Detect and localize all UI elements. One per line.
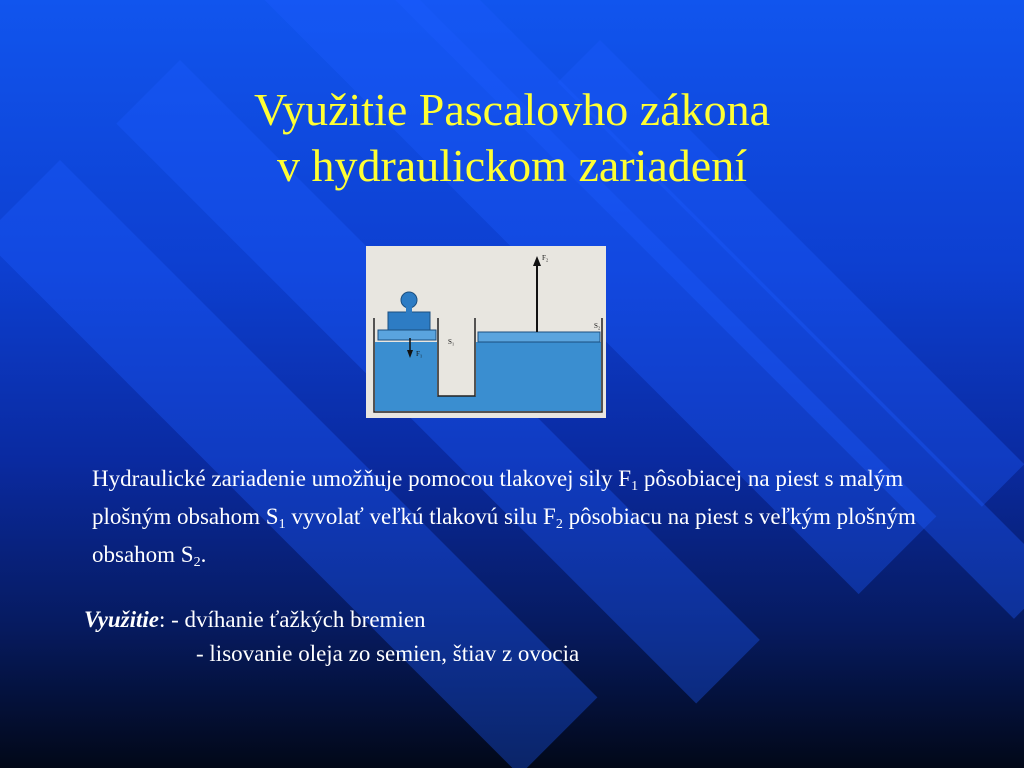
usage-colon: : bbox=[158, 607, 166, 632]
large-piston bbox=[478, 332, 600, 342]
area-label-s1: S₁ bbox=[448, 338, 455, 346]
force-label-f2: F₂ bbox=[542, 254, 549, 262]
paragraph-text: pôsobiacej na piest s malým plošným obsahom S bbox=[92, 466, 904, 529]
hydraulic-press-drawing bbox=[366, 246, 606, 418]
liquid-connector bbox=[437, 396, 476, 411]
area-label-s2: S₂ bbox=[594, 322, 601, 330]
subscript: 2 bbox=[555, 517, 563, 532]
paragraph-text: vyvolať veľkú tlakovú silu F bbox=[285, 504, 556, 529]
small-piston bbox=[388, 312, 430, 332]
hydraulic-press-figure bbox=[366, 246, 606, 418]
subscript: 2 bbox=[193, 555, 201, 570]
usage-section bbox=[84, 603, 944, 671]
subscript: 1 bbox=[631, 479, 639, 494]
usage-item-pressing: - lisovanie oleja zo semien, štiav z ovocia bbox=[196, 641, 580, 666]
slide-title bbox=[0, 82, 1024, 194]
paragraph-text: . bbox=[200, 542, 207, 567]
paragraph-text: pôsobiacu na piest s veľkým plošným obsahom S bbox=[92, 504, 916, 567]
description-paragraph bbox=[92, 464, 952, 578]
weight-knob bbox=[401, 292, 417, 308]
usage-item-lifting: - dvíhanie ťažkých bremien bbox=[165, 607, 426, 632]
usage-label: Využitie bbox=[84, 607, 159, 632]
subscript: 1 bbox=[278, 517, 286, 532]
liquid-small-cylinder bbox=[375, 342, 437, 411]
title-line-2: v hydraulickom zariadení bbox=[276, 140, 748, 191]
liquid-large-cylinder bbox=[476, 342, 601, 411]
title-line-1: Využitie Pascalovho zákona bbox=[253, 84, 771, 135]
paragraph-text: Hydraulické zariadenie umožňuje pomocou tlakovej sily F bbox=[92, 466, 632, 491]
usage-line-2 bbox=[84, 637, 944, 671]
force-label-f1: F₁ bbox=[416, 350, 423, 358]
usage-line-1 bbox=[84, 603, 944, 637]
